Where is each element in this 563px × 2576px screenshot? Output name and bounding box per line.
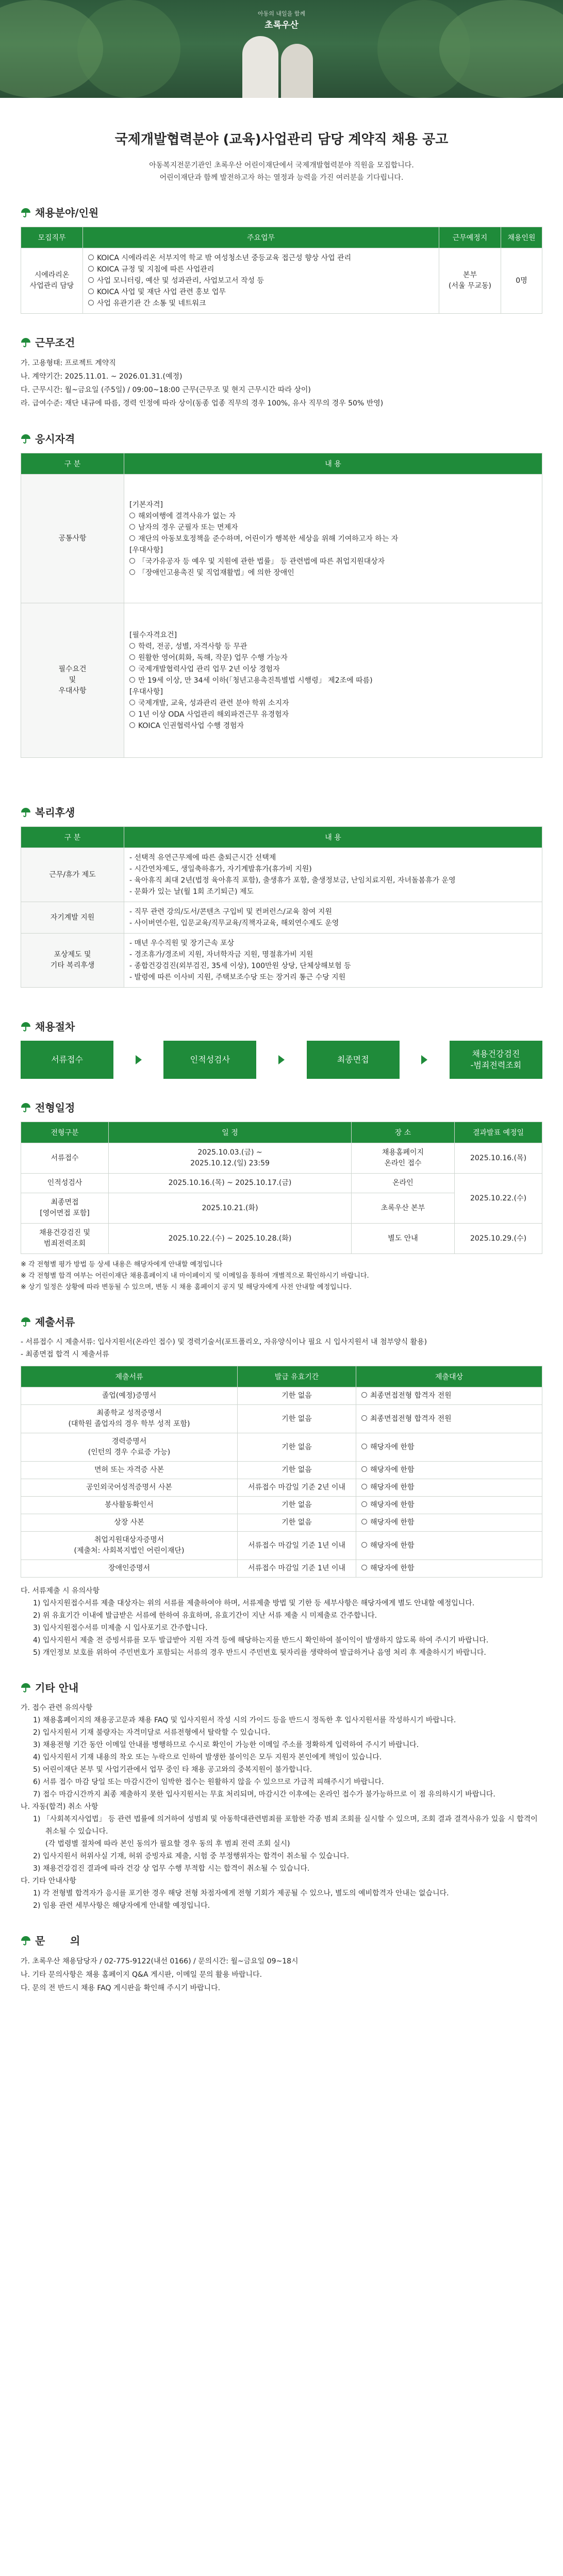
section-header: 채용절차 xyxy=(21,1019,542,1033)
work-conditions: 가. 고용형태: 프로젝트 계약직 나. 계약기간: 2025.11.01. ~ 2026.01.31.(예정) 다. 근무시간: 월~금요일 (주5일) / 09:00~18:00 근무(근무조 및 현지 근무시간 따라 상이) 라. 급여수준: 재단 내규에 따름, 경력 인정에 따라 상이(동종 업종 직무의 경우 100%, 유사 직무의 경우 50% 반영) xyxy=(21,359,384,408)
section-header: 채용분야/인원 xyxy=(21,205,542,219)
process-step: 서류접수 xyxy=(21,1041,113,1079)
process-step: 인적성검사 xyxy=(163,1041,256,1079)
section-header: 제출서류 xyxy=(21,1314,542,1329)
section-header: 응시자격 xyxy=(21,431,542,446)
umbrella-icon xyxy=(21,1102,31,1112)
documents-intro: - 서류접수 시 제출서류: 입사지원서(온라인 접수) 및 경력기술서(포트폴리오, 자유양식이나 필요 시 입사지원서 내 첨부양식 활용) - 최종면접 합격 시 제출서류 xyxy=(21,1338,427,1359)
section-header: 전형일정 xyxy=(21,1099,542,1114)
section-header: 문 의 xyxy=(21,1933,542,1947)
section-header: 근무조건 xyxy=(21,334,542,349)
org-logo: 아동의 내일을 함께 초록우산 xyxy=(257,10,306,30)
schedule-table: 전형구분 일 정 장 소 결과발표 예정일 서류접수 2025.10.03.(금) ~ 2025.10.12.(일) 23:59 채용홈페이지 온라인 접수 2025.10.16.(목) 인적성검사 2025.10.16.(목) ~ 2025.10.17.(금) 온라인 2025.10.22.(수) 최종면접 [영어면접 포함] 2025.10.21.(화) 초록우산 본부 채용건강검진 및 범죄전력조회 2025.10.22.(수) ~ 2025.10.28.(화) 별도 안내 2025.10.29.(수) xyxy=(21,1122,542,1254)
umbrella-icon xyxy=(21,433,31,444)
qualification-table: 구 분 내 용 공통사항 [기본자격] 해외여행에 결격사유가 없는 자 남자의 경우 군필자 또는 면제자 재단의 아동보호정책을 준수하며, 어린이가 행복한 세상을 위해 기여하고자 하는 자 [우대사항] 「국가유공자 등 예우 및 지원에 관한 법률」 등 관련법에 따른 취업지원대상자 「장애인고용촉진 및 직업재활법」에 의한 장애인 필수요건 및 우대사항 [필수자격요건] 학력, 전공, 성별, 자격사항 등 무관 원활한 영어(회화, 독해, 작문) 업무 수행 가능자 국제개발협력사업 관리 업무 2년 이상 경험자 만 19세 이상, 만 34세 이하(「청년고용촉진특별법 시행령」 제2조에 따름) [우대사항] 국제개발, 교육, 성과관리 관련 분야 학위 소지자 1년 이상 ODA 사업관리 해외파견근무 유경험자 KOICA 인권협력사업 수행 경험자 xyxy=(21,453,542,758)
page-title: 국제개발협력분야 (교육)사업관리 담당 계약직 채용 공고 xyxy=(114,132,449,147)
umbrella-icon xyxy=(21,807,31,817)
arrow-right-icon xyxy=(136,1055,142,1064)
section-header: 기타 안내 xyxy=(21,1680,542,1694)
umbrella-icon xyxy=(21,337,31,347)
section-header: 복리후생 xyxy=(21,804,542,819)
umbrella-icon xyxy=(21,207,31,217)
umbrella-icon xyxy=(21,1682,31,1692)
umbrella-icon xyxy=(21,1021,31,1031)
intro-text: 아동복지전문기관인 초록우산 어린이재단에서 국제개발협력분야 직원을 모집합니다. 어린이재단과 함께 발전하고자 하는 열정과 능력을 가진 여러분을 기다립니다. xyxy=(149,161,414,182)
process-flow xyxy=(21,1041,542,1079)
process-step: 채용건강검진 -범죄전력조회 xyxy=(450,1041,542,1079)
schedule-notes: ※ 각 전형별 평가 방법 등 상세 내용은 해당자에게 안내할 예정입니다 ※ 각 전형별 합격 여부는 어린이재단 채용홈페이지 내 마이페이지 및 이메일을 통하여 개별적으로 확인하시기 바랍니다. ※ 상기 일정은 상황에 따라 변동될 수 있으며, 변동 시 채용 홈페이지 공지 및 해당자에게 사전 안내할 예정입니다. xyxy=(21,1261,369,1291)
umbrella-icon xyxy=(21,1935,31,1945)
documents-notes: 다. 서류제출 시 유의사항 1) 입사지원접수서류 제출 대상자는 위의 서류를 제출하여야 하며, 서류제출 방법 및 기한 등 세부사항은 해당자에게 별도 안내할 예정입니다. 2) 위 유효기간 이내에 발급받은 서류에 한하여 유효하며, 유효기간이 지난 서류 제출 시 미제출로 간주합니다. 3) 입사지원접수서류 미제출 시 입사포기로 간주합니다. 4) 입사지원서 제출 전 증빙서류를 모두 발급받아 지원 자격 등에 해당하는지를 반드시 확인하여 불이익이 발생하지 않도록 하여 주시기 바랍니다. 5) 개인정보 보호를 위하여 주민번호가 포함되는 서류의 경우 반드시 주민번호 뒷자리를 생략하여 발급하거나 음영 처리 후 제출하시기 바랍니다. xyxy=(21,1587,489,1657)
recruit-table: 모집직무 주요업무 근무예정지 채용인원 시에라리온 사업관리 담당 KOICA 시에라리온 서부지역 학교 밖 여성청소년 중등교육 접근성 향상 사업 관리 KOICA 규정 및 지침에 따른 사업관리 사업 모니터링, 예산 및 성과관리, 사업보고서 작성 등 KOICA 사업 및 재단 사업 관련 홍보 업무 사업 유관기관 간 소통 및 네트워크 본부 (서울 무교동) 0명 xyxy=(21,227,542,314)
documents-table: 제출서류 발급 유효기간 제출대상 졸업(예정)증명서 기한 없음 최종면접전형 합격자 전원 최종학교 성적증명서 (대학원 졸업자의 경우 학부 성적 포함) 기한 없음 최종면접전형 합격자 전원 경력증명서 (인턴의 경우 수료증 가능) 기한 없음 해당자에 한함 면허 또는 자격증 사본 기한 없음 해당자에 한함 공인외국어성적증명서 사본 서류접수 마감일 기준 2년 이내 해당자에 한함 봉사활동확인서 기한 없음 해당자에 한함 상장 사본 기한 없음 해당자에 한함 취업지원대상자증명서 (제출처: 사회복지법인 어린이재단) 서류접수 마감일 기준 1년 이내 해당자에 한함 장애인증명서 서류접수 마감일 기준 1년 이내 해당자에 한함 xyxy=(21,1366,542,1578)
arrow-right-icon xyxy=(278,1055,285,1064)
benefits-table: 구 분 내 용 근무/휴가 제도 - 선택적 유연근무제에 따른 출퇴근시간 선택제 - 시간연차제도, 생일축하휴가, 자기계발휴가(휴가비 지원) - 육아휴직 최대 2년(법정 육아휴직 포함), 출생휴가 포함, 출생정보금, 난임치료지원, 자녀돌봄휴가 운영 - 문화가 있는 날(월 1회 조기퇴근) 제도 자기계발 지원 - 직무 관련 강의/도서/콘텐츠 구입비 및 컨퍼런스/교육 참여 지원 - 사이버연수원, 입문교육/직무교육/직책자교육, 해외연수제도 운영 포상제도 및 기타 복리후생 - 매년 우수직원 및 장기근속 포상 - 경조휴가/경조비 지원, 자녀학자금 지원, 명절휴가비 지원 - 종합건강검진(외부검진, 35세 이상), 100만원 상당, 단체상해보험 등 - 발령에 따른 이사비 지원, 주택보조수당 또는 장거리 통근 수당 지원 xyxy=(21,826,542,988)
contact-info: 가. 초록우산 채용담당자 / 02-775-9122(내선 0166) / 문의시간: 월~금요일 09~18시 나. 기타 문의사항은 채용 홈페이지 Q&A 게시판, 이메일 문의 활용 바랍니다. 다. 문의 전 반드시 채용 FAQ 게시판을 확인해 주시기 바랍니다. xyxy=(21,1957,299,1992)
hero-banner xyxy=(0,0,563,98)
other-info: 가. 접수 관련 유의사항 1) 채용홈페이지의 채용공고문과 채용 FAQ 및 입사지원서 작성 시의 가이드 등을 반드시 정독한 후 입사지원서를 작성하시기 바랍니다. 2) 입사지원서 기재 불량자는 자격미달로 서류전형에서 탈락할 수 있습니다. 3) 채용전형 기간 동안 이메일 안내를 병행하므로 수시로 확인이 가능한 이메일 주소를 정확하게 입력하여 주시기 바랍니다. 4) 입사지원서 기재 내용의 착오 또는 누락으로 인하여 발생한 불이익은 모두 지원자 본인에게 책임이 있습니다. 5) 어린이재단 본부 및 사업기관에서 업무 중인 타 채용 공고와의 중복지원이 불가합니다. 6) 서류 접수 마감 당일 또는 마감시간이 임박한 접수는 원활하지 않을 수 있으므로 가급적 피해주시기 바랍니다. 7) 접수 마감시간까지 최종 제출하지 못한 입사지원서는 무효 처리되며, 마감시간 이후에는 온라인 접수가 불가능하므로 이 점 유의하시기 바랍니다. 나. 자동(합격) 취소 사항 1) 「사회복지사업법」 등 관련 법률에 의거하여 성범죄 및 아동학대관련범죄를 포함한 각종 범죄 조회를 실시할 수 있으며, 조회 결과 결격사유가 있을 시 합격이 취소될 수 있습니다. (각 법령별 절차에 따라 본인 동의가 필요할 경우 동의 후 범죄 전력 조회 실시) 2) 입사지원서 허위사실 기재, 허위 증빙자료 제출, 시험 중 부정행위자는 합격이 취소될 수 있습니다. 3) 채용건강검진 결과에 따라 건강 상 업무 수행 부적합 시는 합격이 취소될 수 있습니다. 다. 기타 안내사항 1) 각 전형별 합격자가 응시를 포기한 경우 해당 전형 차점자에게 전형 기회가 제공될 수 있으나, 별도의 예비합격자 안내는 없습니다. 2) 임용 관련 세부사항은 해당자에게 안내할 예정입니다. xyxy=(21,1704,538,1910)
umbrella-icon xyxy=(21,1316,31,1327)
arrow-right-icon xyxy=(421,1055,427,1064)
process-step: 최종면접 xyxy=(307,1041,400,1079)
